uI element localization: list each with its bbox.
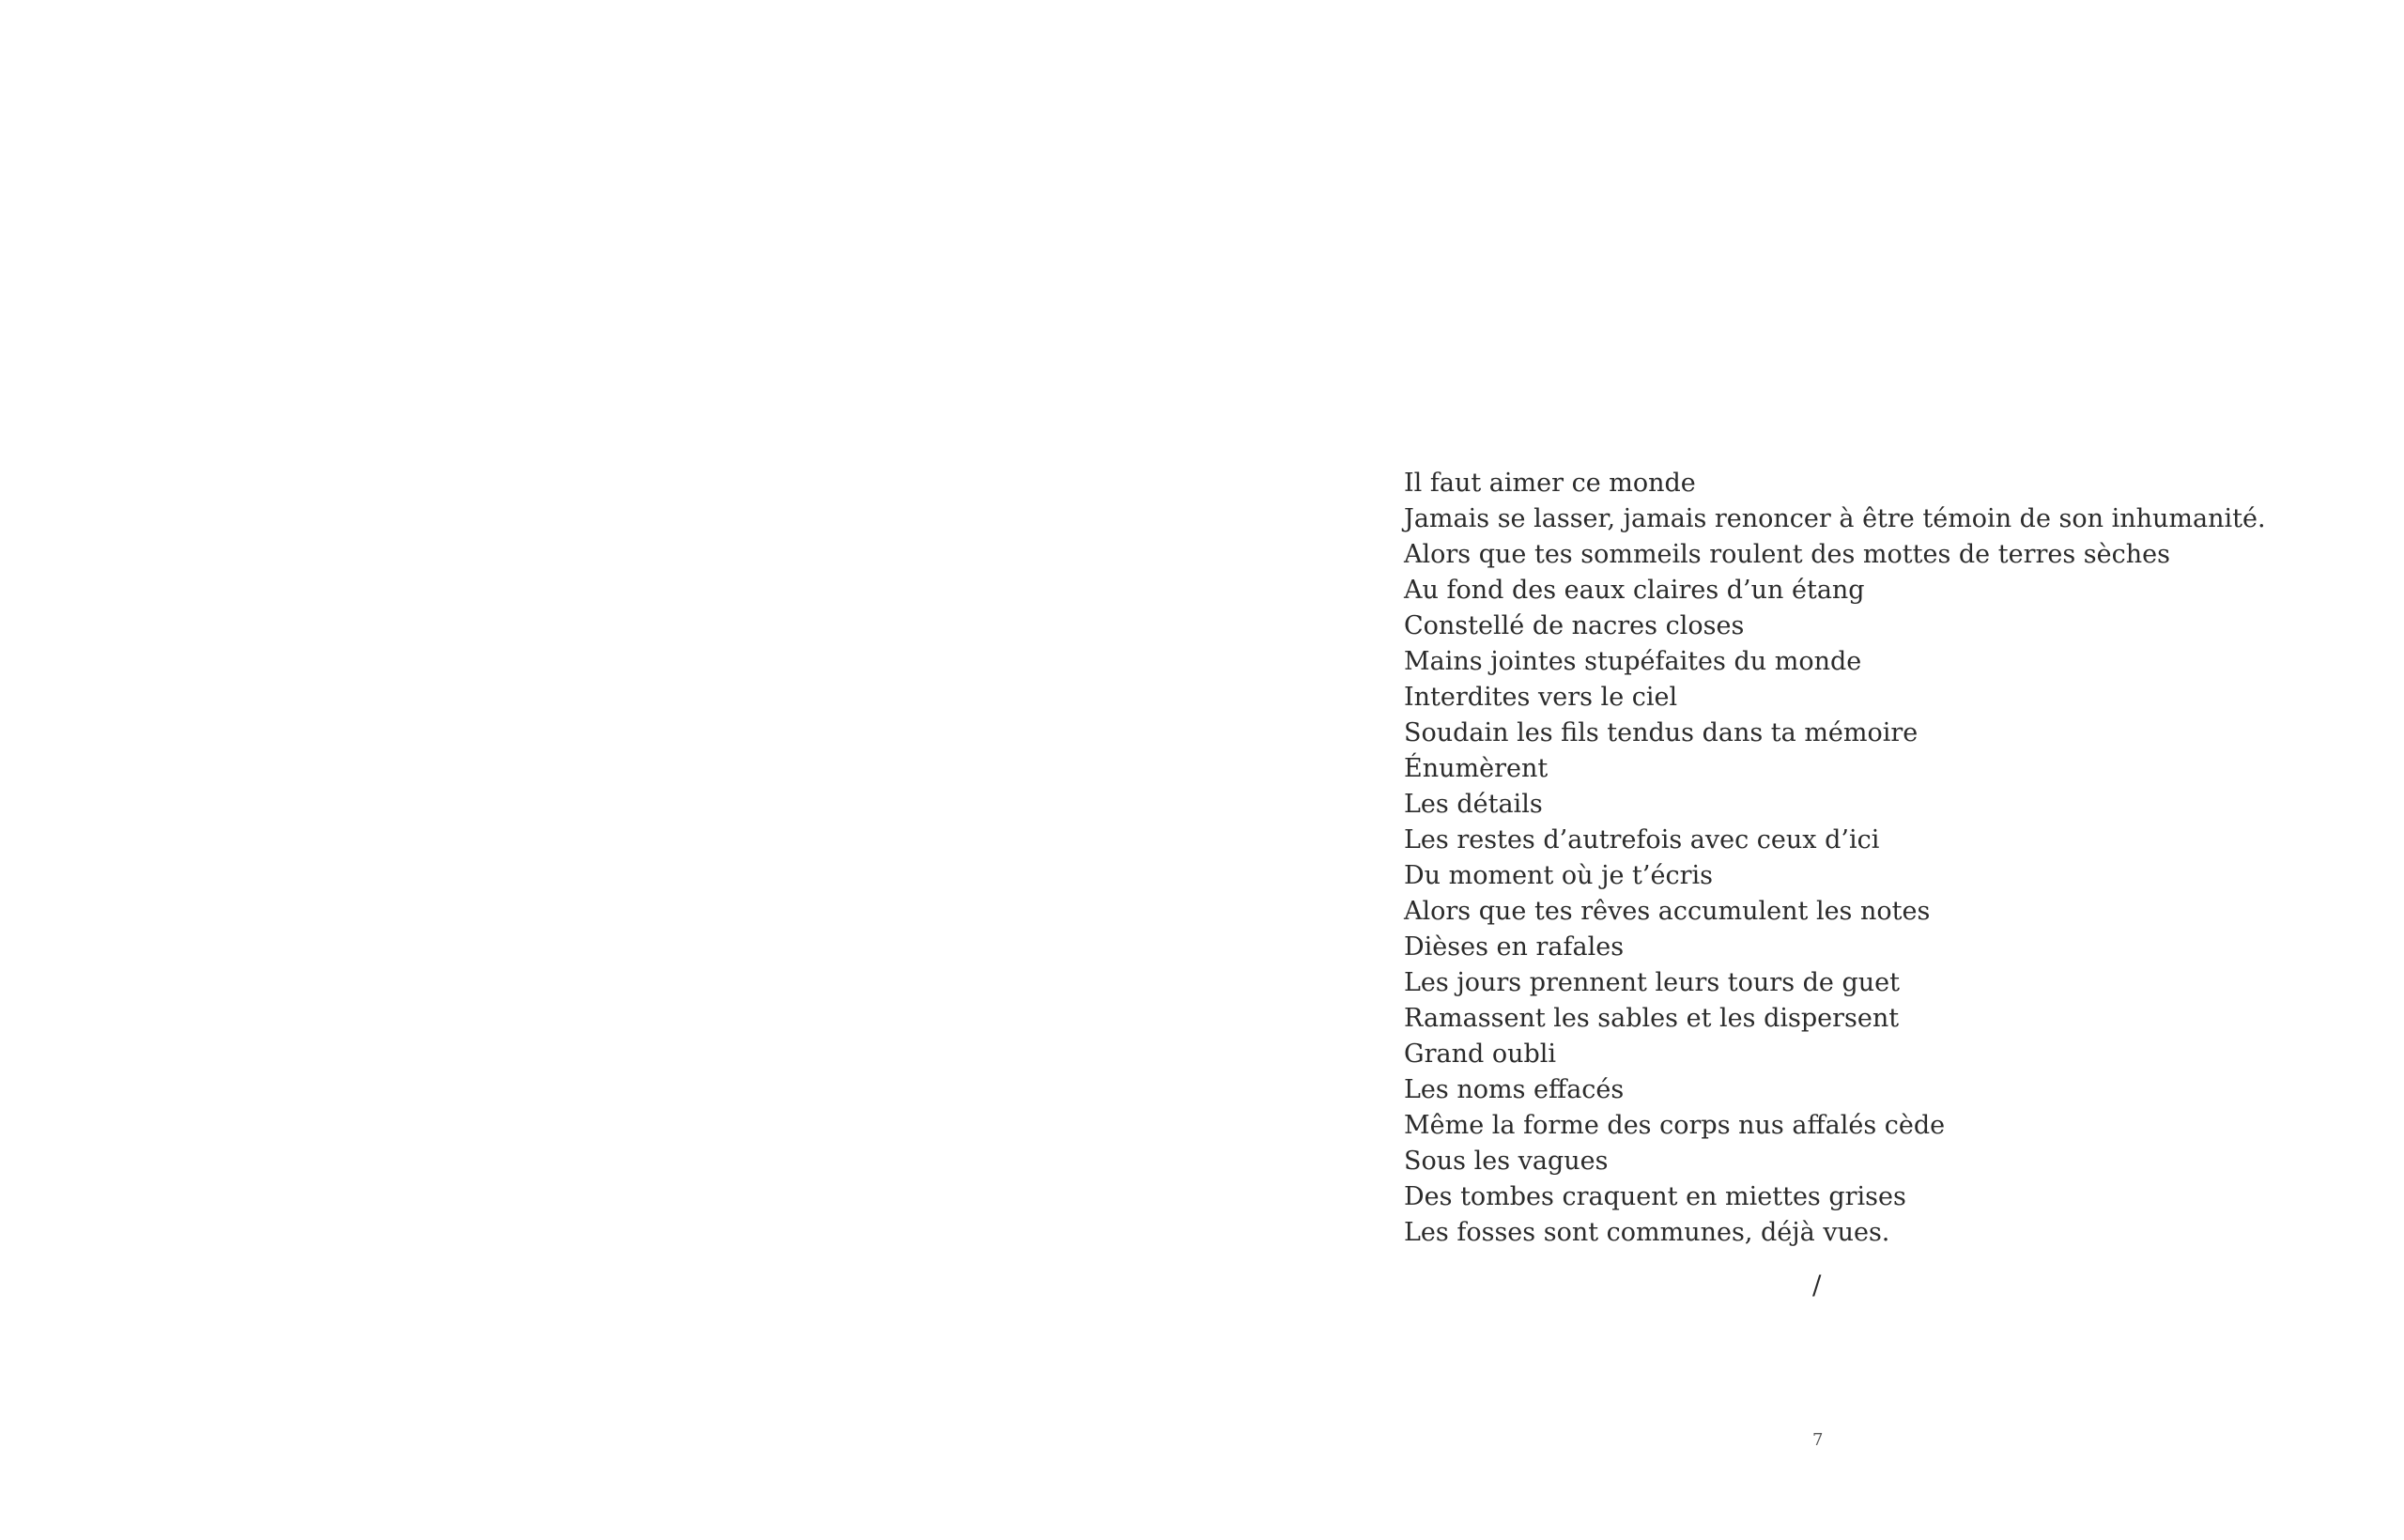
poem-line: Mains jointes stupéfaites du monde <box>1404 647 1862 676</box>
poem-line: Les noms effacés <box>1404 1075 1625 1104</box>
poem-line: Alors que tes sommeils roulent des mottes de terres sèches <box>1404 540 2170 569</box>
right-page <box>1202 0 2404 1540</box>
poem-line: Du moment où je t’écris <box>1404 861 1713 890</box>
poem-line: Il faut aimer ce monde <box>1404 469 1696 498</box>
poem-line: Des tombes craquent en miettes grises <box>1404 1182 1906 1211</box>
poem-line: Soudain les fils tendus dans ta mémoire <box>1404 718 1919 747</box>
poem-line: Dièses en rafales <box>1404 932 1625 962</box>
poem-line: Ramassent les sables et les dispersent <box>1404 1004 1900 1033</box>
poem-text <box>1404 466 2266 1251</box>
poem-line: Jamais se lasser, jamais renoncer à être témoin de son inhumanité. <box>1404 504 2266 533</box>
poem-line: Interdites vers le ciel <box>1404 683 1678 712</box>
poem-line: Les fosses sont communes, déjà vues. <box>1404 1218 1890 1247</box>
poem-line: Les détails <box>1404 790 1543 819</box>
poem-line: Alors que tes rêves accumulent les notes <box>1404 897 1931 926</box>
poem-line: Les jours prennent leurs tours de guet <box>1404 968 1900 997</box>
poem-line: Énumèrent <box>1404 754 1549 783</box>
section-separator: / <box>1812 1270 1822 1301</box>
page-number: 7 <box>1812 1430 1824 1450</box>
poem-line: Grand oubli <box>1404 1040 1557 1069</box>
poem-line: Au fond des eaux claires d’un étang <box>1404 576 1865 605</box>
poem-line: Constellé de nacres closes <box>1404 611 1745 640</box>
poem-line: Même la forme des corps nus affalés cède <box>1404 1111 1946 1140</box>
poem-line: Les restes d’autrefois avec ceux d’ici <box>1404 825 1880 855</box>
poem-line: Sous les vagues <box>1404 1147 1609 1176</box>
